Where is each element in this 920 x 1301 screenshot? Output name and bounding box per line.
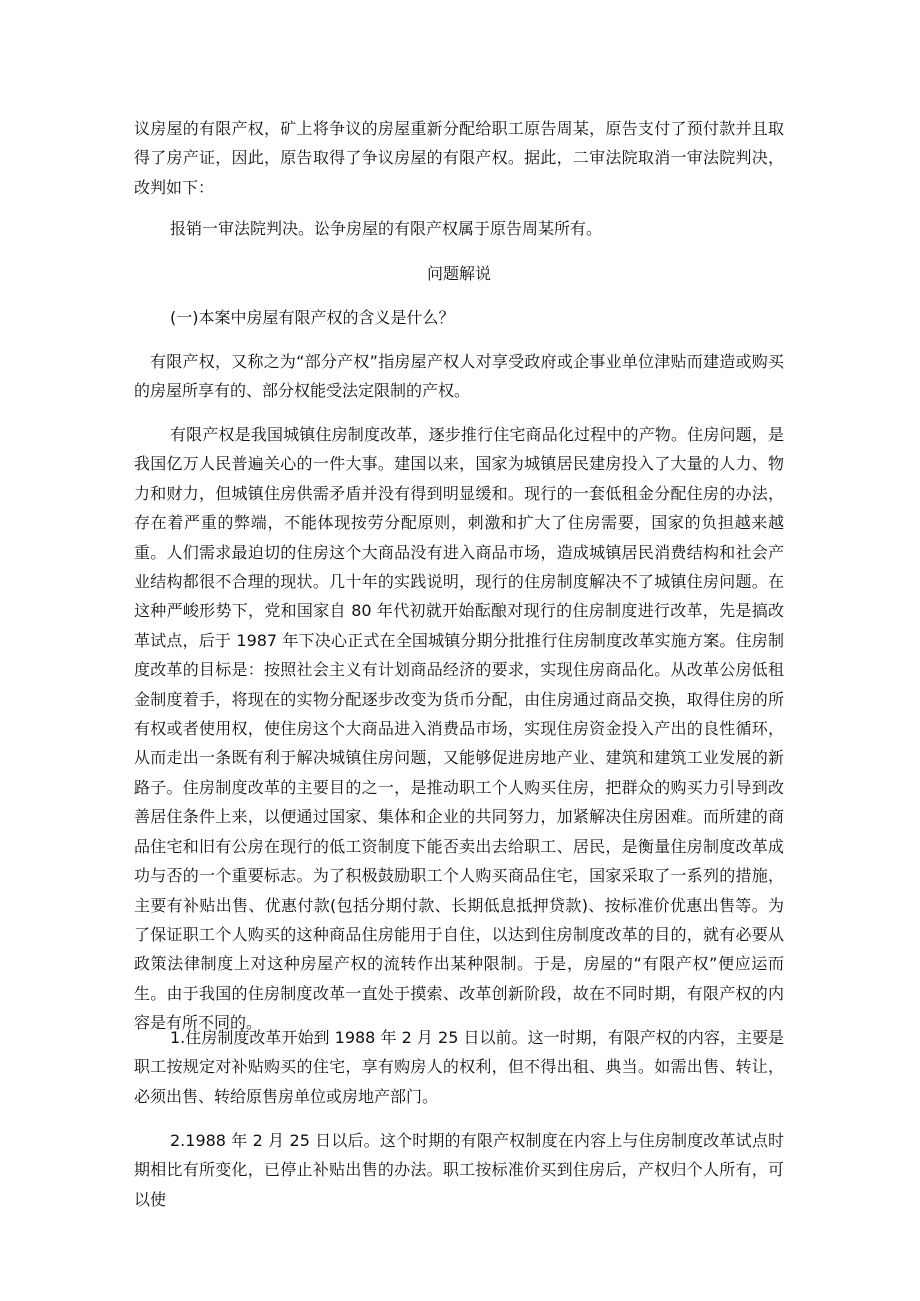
paragraph-background: 有限产权是我国城镇住房制度改革，逐步推行住宅商品化过程中的产物。住房问题，是我国亿万人民普遍关心的一件大事。建国以来，国家为城镇居民建房投入了大量的人力、物力和财力，但城镇住房供需矛盾并没有得到明显缓和。现行的一套低租金分配住房的办法，存在着严重的弊端，不能体现按劳分配原则，刺激和扩大了住房需要，国家的负担越来越重。人们需求最迫切的住房这个大商品没有进入商品市场，造成城镇居民消费结构和社会产业结构都很不合理的现状。几十年的实践说明，现行的住房制度解决不了城镇住房问题。在这种严峻形势下，党和国家自 80 年代初就开始酝酿对现行的住房制度进行改革，先是搞改革试点，后于 1987 年下决心正式在全国城镇分期分批推行住房制度改革实施方案。住房制度改革的目标是：按照社会主义有计划商品经济的要求，实现住房商品化。从改革公房低租金制度着手，将现在的实物分配逐步改变为货币分配，由住房通过商品交换，取得住房的所有权或者使用权，使住房这个大商品进入消费品市场，实现住房资金投入产出的良性循环，从而走出一条既有利于解决城镇住房问题，又能够促进房地产业、建筑和建筑工业发展的新路子。住房制度改革的主要目的之一，是推动职工个人购买住房，把群众的购买力引导到改善居住条件上来，以便通过国家、集体和企业的共同努力，加紧解决住房困难。而所建的商品住宅和旧有公房在现行的低工资制度下能否卖出去给职工、居民，是衡量住房制度改革成功与否的一个重要标志。为了积极鼓励职工个人购买商品住宅，国家采取了一系列的措施，主要有补贴出售、优惠付款(包括分期付款、长期低息抵押贷款)、按标准价优惠出售等。为了保证职工个人购买的这种商品住房能用于自住，以达到住房制度改革的目的，就有必要从政策法律制度上对这种房屋产权的流转作出某种限制。于是，房屋的“有限产权”便应运而生。由于我国的住房制度改革一直处于摸索、改革创新阶段，故在不同时期，有限产权的内容是有所不同的。 <box>134 425 784 1033</box>
paragraph-period-2: 2.1988 年 2 月 25 日以后。这个时期的有限产权制度在内容上与住房制度改革试点时期相比有所变化，已停止补贴出售的办法。职工按标准价买到住房后，产权归个人所有，可以使 <box>134 1131 784 1209</box>
question-heading-1: (一)本案中房屋有限产权的含义是什么？ <box>170 308 455 327</box>
section-heading-problem-explanation: 问题解说 <box>426 264 491 283</box>
paragraph-ruling: 报销一审法院判决。讼争房屋的有限产权属于原告周某所有。 <box>170 219 603 238</box>
paragraph-period-1: 1.住房制度改革开始到 1988 年 2 月 25 日以前。这一时期，有限产权的内容，主要是职工按规定对补贴购买的住宅，享有购房人的权利，但不得出租、典当。如需出售、转让， 必须出售、转给原售房单位或房地产部门。 <box>134 1028 784 1106</box>
paragraph-judgment-continuation: 议房屋的有限产权，矿上将争议的房屋重新分配给职工原告周某，原告支付了预付款并且取得了房产证，因此，原告取得了争议房屋的有限产权。据此，二审法院取消一审法院判决，改判如下： <box>134 119 784 197</box>
paragraph-definition: 有限产权，又称之为“部分产权”指房屋产权人对享受政府或企事业单位津贴而建造或购买的房屋所享有的、部分权能受法定限制的产权。 <box>134 352 784 401</box>
